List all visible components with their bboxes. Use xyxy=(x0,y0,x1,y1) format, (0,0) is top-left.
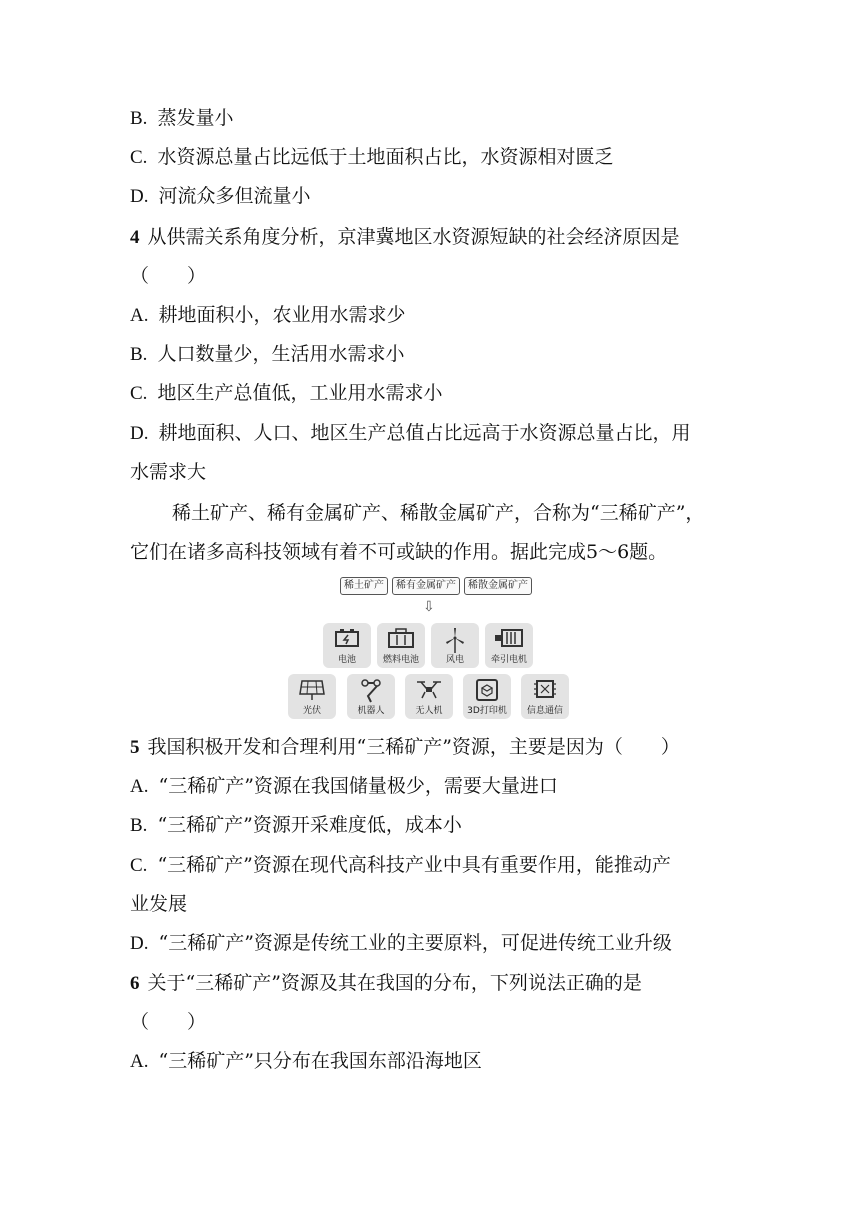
battery-icon xyxy=(332,627,362,649)
q6-option-a: A. “三稀矿产”只分布在我国东部沿海地区 xyxy=(130,1050,482,1072)
tile-robot xyxy=(347,674,395,719)
wind-turbine-icon xyxy=(440,627,470,653)
tile-3d-printer xyxy=(463,674,511,719)
source-dispersed-metal: 稀散金属矿产 xyxy=(464,577,532,595)
tile-photovoltaic xyxy=(288,674,336,719)
solar-panel-icon xyxy=(297,678,327,702)
tile-label: 3D打印机 xyxy=(467,706,507,716)
q4-stem: 4 从供需关系角度分析，京津冀地区水资源短缺的社会经济原因是 xyxy=(130,226,680,248)
q4-option-d: D. 耕地面积、人口、地区生产总值占比远高于水资源总量占比，用 xyxy=(130,422,691,444)
tile-label: 燃料电池 xyxy=(382,655,419,665)
tile-label: 电池 xyxy=(337,655,356,665)
q3-option-c: C. 水资源总量占比远低于土地面积占比，水资源相对匮乏 xyxy=(130,146,614,168)
q4-option-c: C. 地区生产总值低，工业用水需求小 xyxy=(130,382,443,404)
q4-blank: （ ） xyxy=(130,265,207,287)
tile-traction-motor xyxy=(485,623,533,668)
fuel-cell-icon xyxy=(386,627,416,649)
q5-option-b: B. “三稀矿产”资源开采难度低，成本小 xyxy=(130,814,462,836)
q4-option-d-cont: 水需求大 xyxy=(130,461,207,483)
tile-label: 光伏 xyxy=(302,706,321,716)
tile-fuel-cell xyxy=(377,623,425,668)
tile-drone xyxy=(405,674,453,719)
q3-option-d: D. 河流众多但流量小 xyxy=(130,185,311,207)
tile-info-communication xyxy=(521,674,569,719)
q5-option-d: D. “三稀矿产”资源是传统工业的主要原料，可促进传统工业升级 xyxy=(130,932,672,954)
q6-blank: （ ） xyxy=(130,1011,207,1033)
three-rare-minerals-figure xyxy=(288,577,573,725)
passage-line-2: 它们在诸多高科技领域有着不可或缺的作用。据此完成5～6题。 xyxy=(130,541,668,563)
tile-label: 机器人 xyxy=(357,706,385,716)
tile-label: 无人机 xyxy=(415,706,443,716)
q3-option-b: B. 蒸发量小 xyxy=(130,107,234,129)
q5-option-a: A. “三稀矿产”资源在我国储量极少，需要大量进口 xyxy=(130,775,558,797)
q5-option-c-cont: 业发展 xyxy=(130,893,188,915)
q4-option-b: B. 人口数量少，生活用水需求小 xyxy=(130,343,405,365)
passage-line-1: 稀土矿产、稀有金属矿产、稀散金属矿产，合称为“三稀矿产”， xyxy=(172,502,705,524)
source-rare-earth: 稀土矿产 xyxy=(340,577,388,595)
robot-arm-icon xyxy=(356,678,386,704)
tile-label: 牵引电机 xyxy=(490,655,527,665)
3d-printer-icon xyxy=(472,678,502,702)
chip-icon xyxy=(530,678,560,702)
q5-stem: 5 我国积极开发和合理利用“三稀矿产”资源，主要是因为（ ） xyxy=(130,736,680,758)
drone-icon xyxy=(414,678,444,702)
q5-option-c: C. “三稀矿产”资源在现代高科技产业中具有重要作用，能推动产 xyxy=(130,854,671,876)
traction-motor-icon xyxy=(492,627,526,649)
q6-stem: 6 关于“三稀矿产”资源及其在我国的分布，下列说法正确的是 xyxy=(130,972,642,994)
down-arrow-icon: ⇩ xyxy=(423,599,435,615)
source-rare-metal: 稀有金属矿产 xyxy=(392,577,460,595)
tile-wind-power xyxy=(431,623,479,668)
tile-label: 风电 xyxy=(445,655,464,665)
tile-label: 信息通信 xyxy=(526,706,563,716)
mineral-source-row xyxy=(340,577,532,595)
tile-battery xyxy=(323,623,371,668)
q4-option-a: A. 耕地面积小，农业用水需求少 xyxy=(130,304,406,326)
